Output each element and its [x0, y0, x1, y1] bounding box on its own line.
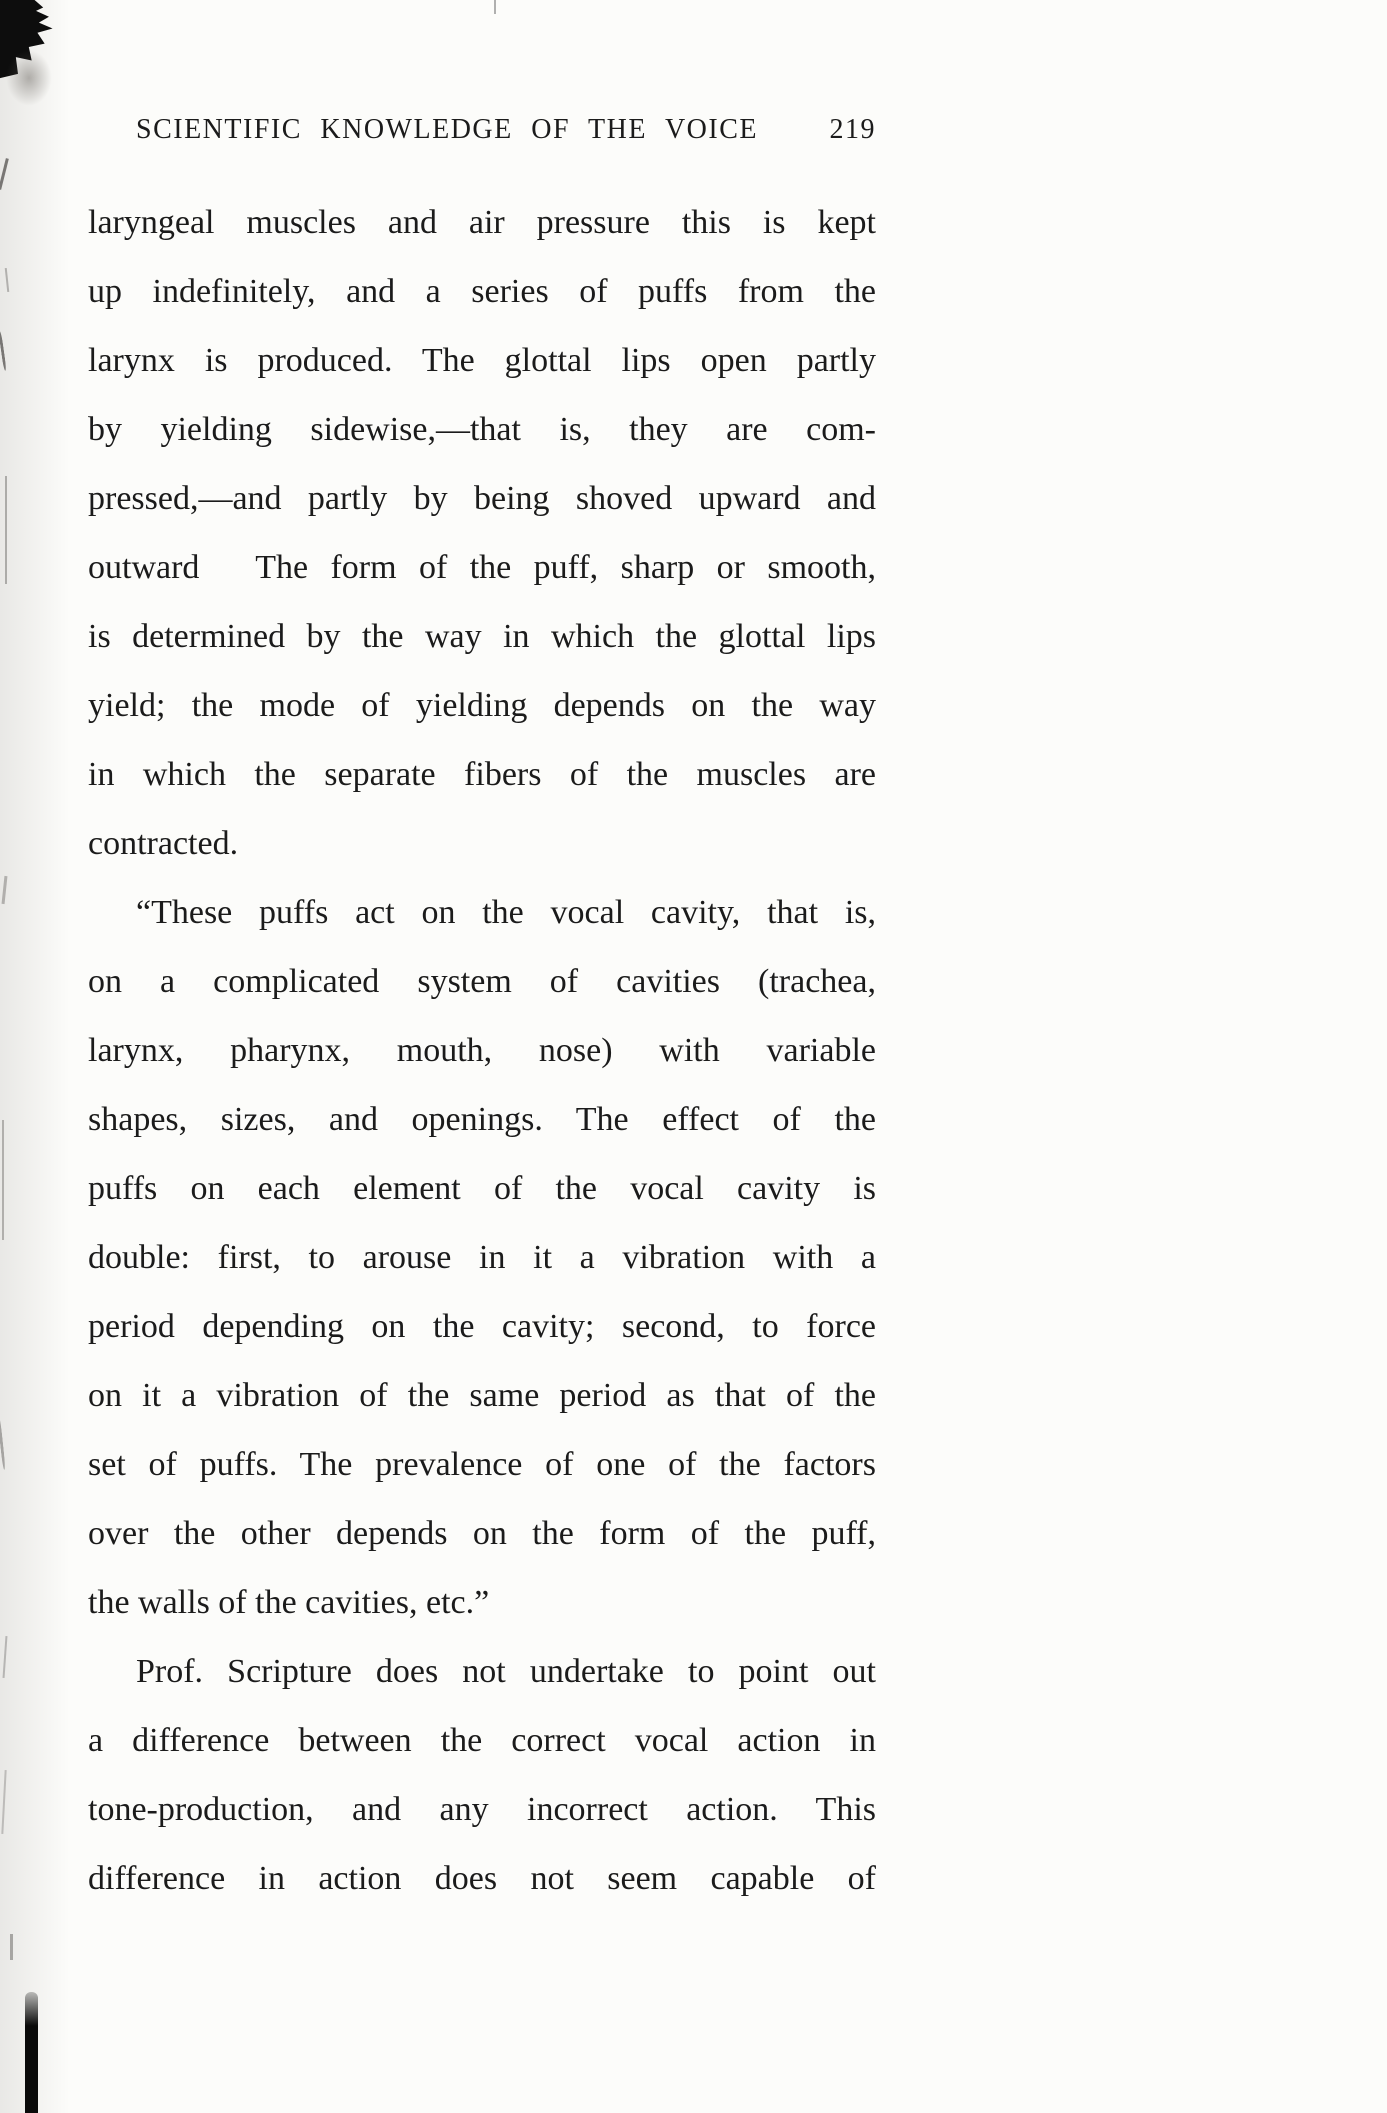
- text-line: over the other depends on the form of the puff,: [88, 1515, 876, 1552]
- binding-shadow: [0, 0, 70, 2113]
- text-line: double: first, to arouse in it a vibration with a: [88, 1239, 876, 1276]
- text-line: a difference between the correct vocal action in: [88, 1722, 876, 1759]
- text-line: difference in action does not seem capable of: [88, 1860, 876, 1897]
- paragraph: [88, 188, 876, 878]
- text-line: puffs on each element of the vocal cavity is: [88, 1170, 876, 1207]
- scan-mark: [494, 0, 496, 14]
- scan-mark: [0, 331, 7, 371]
- text-line: contracted.: [88, 825, 239, 862]
- text-body: [88, 188, 876, 1913]
- text-line: period depending on the cavity; second, to force: [88, 1308, 876, 1345]
- ink-line-bottom: [25, 1992, 38, 2113]
- scan-mark: [2, 1120, 4, 1240]
- text-line: by yielding sidewise,—that is, they are com-: [88, 411, 876, 448]
- text-line: yield; the mode of yielding depends on the way: [88, 687, 876, 724]
- text-line: tone-production, and any incorrect action. This: [88, 1791, 876, 1828]
- scan-mark: [0, 1416, 6, 1470]
- text-line: is determined by the way in which the glottal lips: [88, 618, 876, 655]
- ink-blot-corner: [0, 0, 72, 84]
- running-header: [88, 114, 876, 156]
- scan-mark: [10, 1934, 13, 1960]
- text-line: in which the separate fibers of the muscles are: [88, 756, 876, 793]
- text-line: pressed,—and partly by being shoved upward and: [88, 480, 876, 517]
- scan-mark: [3, 1636, 8, 1678]
- paragraph: [88, 878, 876, 1637]
- smudge-mark: [6, 50, 52, 106]
- paragraph: [88, 1637, 876, 1913]
- scan-mark: [1, 1770, 6, 1834]
- text-line: larynx, pharynx, mouth, nose) with variable: [88, 1032, 876, 1069]
- text-line: the walls of the cavities, etc.”: [88, 1584, 490, 1621]
- scan-mark: [5, 476, 7, 584]
- text-line: on it a vibration of the same period as that of the: [88, 1377, 876, 1414]
- header-title: SCIENTIFIC KNOWLEDGE OF THE VOICE: [136, 114, 758, 145]
- scan-mark: [5, 268, 9, 292]
- text-line: outward The form of the puff, sharp or smooth,: [88, 549, 876, 586]
- text-line: laryngeal muscles and air pressure this is kept: [88, 204, 876, 241]
- text-line: larynx is produced. The glottal lips open partly: [88, 342, 876, 379]
- text-line: “These puffs act on the vocal cavity, that is,: [136, 894, 876, 931]
- text-line: shapes, sizes, and openings. The effect of the: [88, 1101, 876, 1138]
- scan-mark: [0, 158, 9, 190]
- text-line: set of puffs. The prevalence of one of the factors: [88, 1446, 876, 1483]
- page-number: 219: [829, 114, 876, 145]
- text-line: Prof. Scripture does not undertake to point out: [136, 1653, 876, 1690]
- text-line: on a complicated system of cavities (trachea,: [88, 963, 876, 1000]
- scan-mark: [2, 876, 8, 904]
- text-line: up indefinitely, and a series of puffs from the: [88, 273, 876, 310]
